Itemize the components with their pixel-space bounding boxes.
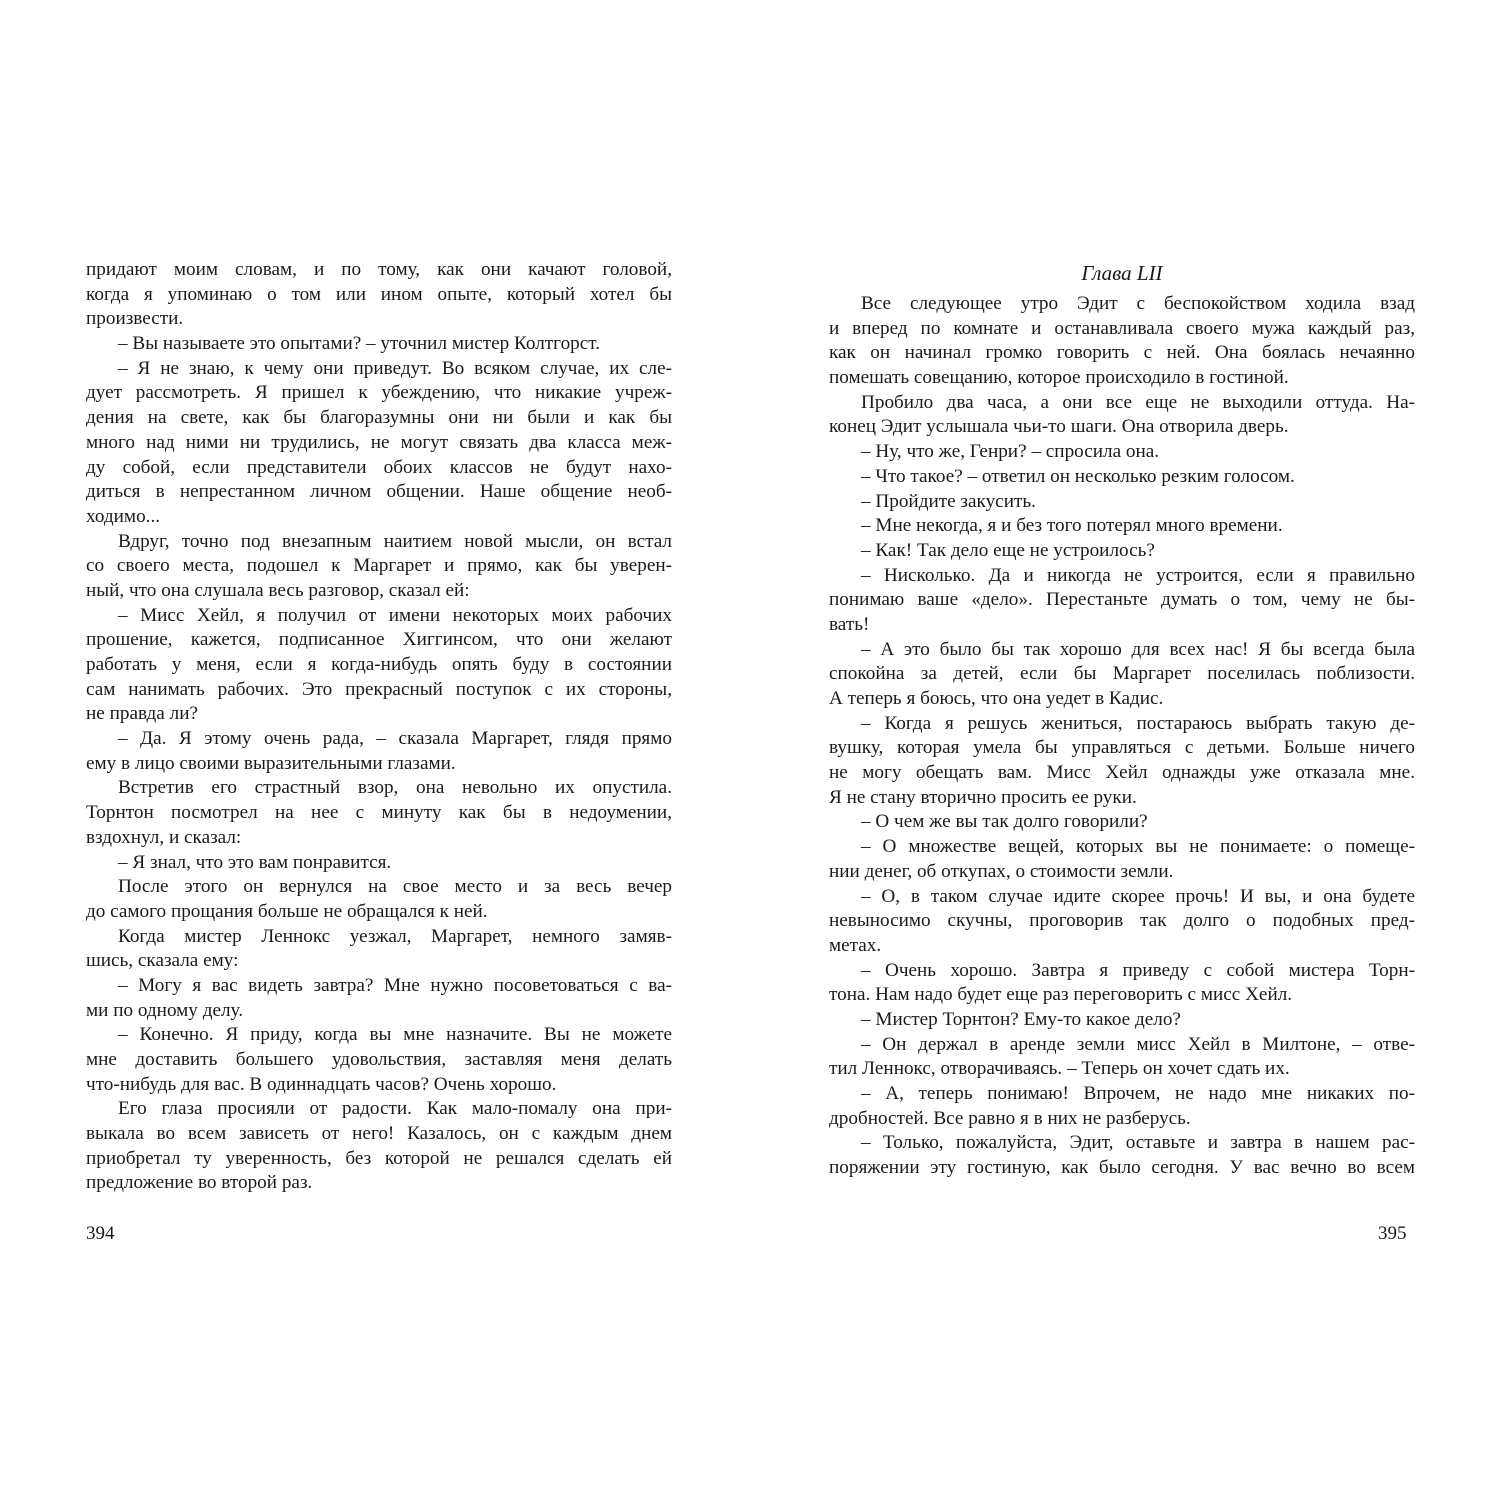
text-line: Все следующее утро Эдит с беспокойством ходила взад xyxy=(861,293,1415,314)
text-line: – Вы называете это опытами? – уточнил мистер Колтгорст. xyxy=(118,333,601,355)
text-line: – А, теперь понимаю! Впрочем, не надо мне никаких по- xyxy=(861,1083,1415,1104)
text-line: сам нанимать рабочих. Это прекрасный поступок с их стороны, xyxy=(86,678,672,700)
text-line: вздохнул, и сказал: xyxy=(86,826,242,848)
text-line: помешать совещанию, которое происходило в гостиной. xyxy=(829,367,1289,389)
text-line: дения на свете, как бы благоразумны они ни были и как бы xyxy=(86,407,672,429)
text-line: ми по одному делу. xyxy=(86,999,244,1021)
text-line: – Да. Я этому очень рада, – сказала Маргарет, глядя прямо xyxy=(118,728,672,750)
text-line: – Нисколько. Да и никогда не устроится, если я правильно xyxy=(861,564,1415,586)
text-line: – Мне некогда, я и без того потерял много времени. xyxy=(861,515,1283,537)
text-line: Вдруг, точно под внезапным наитием новой мысли, он встал xyxy=(118,530,672,552)
text-line: дует рассмотреть. Я пришел к убеждению, что никакие учреж- xyxy=(86,382,672,404)
text-line: – Он держал в аренде земли мисс Хейл в Милтоне, – отве- xyxy=(861,1033,1415,1055)
right-page xyxy=(829,258,1415,1181)
text-line: много над ними ни трудились, не могут связать два класса меж- xyxy=(86,431,672,453)
text-line: предложение во второй раз. xyxy=(86,1172,313,1194)
text-line: – Конечно. Я приду, когда вы мне назначите. Вы не можете xyxy=(118,1024,672,1046)
text-line: до самого прощания больше не обращался к ней. xyxy=(86,900,488,922)
text-line: придают моим словам, и по тому, как они качают головой, xyxy=(86,259,672,280)
text-line: произвести. xyxy=(86,308,184,330)
text-line: ду собой, если представители обоих классов не будут нахо- xyxy=(86,456,672,478)
text-line: – О, в таком случае идите скорее прочь! И вы, и она будете xyxy=(861,885,1415,907)
text-line: ему в лицо своими выразительными глазами. xyxy=(86,752,456,774)
page-number-left: 394 xyxy=(86,1223,115,1244)
text-line: приобретал ту уверенность, без которой не решался сделать ей xyxy=(86,1147,672,1169)
text-line: когда я упоминаю о том или ином опыте, который хотел бы xyxy=(86,283,672,305)
text-line: – Ну, что же, Генри? – спросила она. xyxy=(861,441,1160,463)
text-line: – Когда я решусь жениться, постараюсь выбрать такую де- xyxy=(861,712,1415,734)
text-line: – Мисс Хейл, я получил от имени некоторых моих рабочих xyxy=(118,604,672,626)
text-line: мне доставить большего удовольствия, заставляя меня делать xyxy=(86,1049,672,1070)
text-line: ный, что она слушала весь разговор, сказал ей: xyxy=(86,579,470,601)
text-line: Торнтон посмотрел на нее с минуту как бы в недоумении, xyxy=(86,802,672,824)
text-line: метах. xyxy=(829,934,882,956)
text-line: вушку, которая умела бы управляться с детьми. Больше ничего xyxy=(829,737,1415,759)
text-line: шись, сказала ему: xyxy=(86,950,239,972)
text-line: не могу обещать вам. Мисс Хейл однажды уже отказала мне. xyxy=(829,762,1415,784)
text-line: нии денег, об откупах, о стоимости земли. xyxy=(829,860,1174,882)
text-line: спокойна за детей, если бы Маргарет поселилась поблизости. xyxy=(829,663,1415,685)
text-line: понимаю ваше «дело». Перестаньте думать о том, чему не бы- xyxy=(829,589,1415,611)
text-line: – Я не знаю, к чему они приведут. Во всяком случае, их сле- xyxy=(118,357,672,379)
text-line: – Что такое? – ответил он несколько резким голосом. xyxy=(861,465,1295,487)
text-line: – Очень хорошо. Завтра я приведу с собой мистера Торн- xyxy=(861,959,1415,981)
text-line: вать! xyxy=(829,613,870,635)
text-line: со своего места, подошел к Маргарет и прямо, как бы уверен- xyxy=(86,555,672,577)
text-line: Пробило два часа, а они все еще не выходили оттуда. На- xyxy=(861,391,1415,413)
text-line: – Только, пожалуйста, Эдит, оставьте и завтра в нашем рас- xyxy=(861,1132,1415,1154)
text-line: Когда мистер Леннокс уезжал, Маргарет, немного замяв- xyxy=(118,925,672,947)
text-line: А теперь я боюсь, что она уедет в Кадис. xyxy=(829,688,1164,709)
text-line: Я не стану вторично просить ее руки. xyxy=(829,786,1137,808)
text-line: – Пройдите закусить. xyxy=(861,490,1036,512)
text-line: Его глаза просияли от радости. Как мало-помалу она при- xyxy=(118,1098,672,1120)
text-line: выкала во всем зависеть от него! Казалось, он с каждым днем xyxy=(86,1123,672,1145)
text-line: и вперед по комнате и останавливала своего мужа каждый раз, xyxy=(829,317,1415,339)
text-line: Встретив его страстный взор, она невольно их опустила. xyxy=(118,777,672,799)
text-line: работать у меня, если я когда-нибудь опять буду в состоянии xyxy=(86,654,672,675)
text-line: – Мистер Торнтон? Ему-то какое дело? xyxy=(861,1008,1181,1030)
left-page xyxy=(86,258,672,1196)
text-line: как он начинал громко говорить с ней. Она боялась нечаянно xyxy=(829,342,1415,364)
text-line: конец Эдит услышала чьи-то шаги. Она отворила дверь. xyxy=(829,416,1289,438)
text-line: – Я знал, что это вам понравится. xyxy=(118,851,392,873)
chapter-title: Глава LII xyxy=(1081,261,1163,285)
text-line: – Могу я вас видеть завтра? Мне нужно посоветоваться с ва- xyxy=(118,974,672,996)
text-line: – А это было бы так хорошо для всех нас! Я бы всегда была xyxy=(861,638,1415,660)
text-line: тона. Нам надо будет еще раз переговорить с мисс Хейл. xyxy=(829,984,1293,1006)
text-line: тил Леннокс, отворачиваясь. – Теперь он хочет сдать их. xyxy=(829,1058,1290,1080)
text-line: невыносимо скучны, проговорив так долго о подобных пред- xyxy=(829,910,1415,932)
text-line: После этого он вернулся на свое место и за весь вечер xyxy=(118,876,672,898)
text-line: – О чем же вы так долго говорили? xyxy=(861,811,1148,833)
text-line: диться в непрестанном личном общении. Наше общение необ- xyxy=(86,481,672,503)
page-number-right: 395 xyxy=(1378,1223,1407,1244)
text-line: – О множестве вещей, которых вы не понимаете: о помеще- xyxy=(861,836,1415,858)
text-line: поряжении эту гостиную, как было сегодня. У вас вечно во всем xyxy=(829,1157,1415,1179)
text-line: не правда ли? xyxy=(86,703,198,725)
text-line: – Как! Так дело еще не устроилось? xyxy=(861,539,1155,561)
text-line: ходимо... xyxy=(86,505,161,527)
text-line: прошение, кажется, подписанное Хиггинсом, что они желают xyxy=(86,629,672,651)
text-line: что-нибудь для вас. В одиннадцать часов? Очень хорошо. xyxy=(86,1073,557,1095)
text-line: дробностей. Все равно я в них не разберусь. xyxy=(829,1107,1191,1129)
